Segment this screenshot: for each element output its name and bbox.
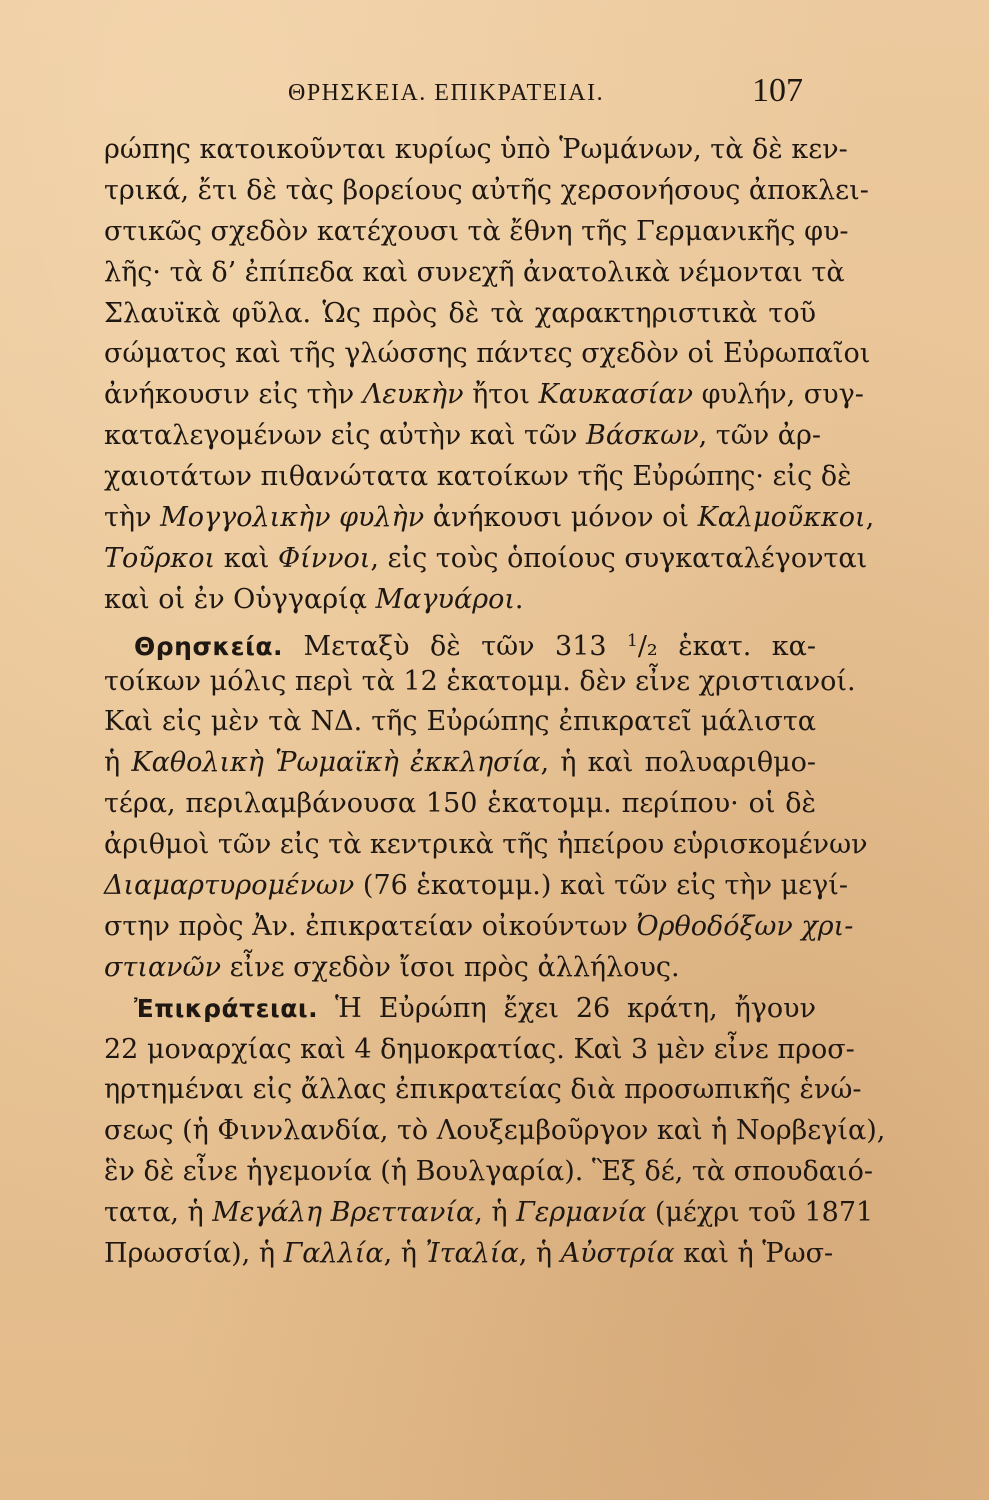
text-line — [104, 130, 848, 171]
text-segment: 22 μοναρχίας καὶ 4 δημοκρατίας. Καὶ 3 μὲν εἶνε προσ- — [104, 1033, 855, 1065]
text-line — [104, 825, 868, 866]
text-line — [104, 498, 875, 539]
text-line — [104, 989, 816, 1030]
text-line — [104, 1030, 855, 1071]
italic-term: στιανῶν — [104, 951, 222, 983]
page-header — [0, 72, 989, 112]
italic-term: Μογγολικὴν φυλὴν — [160, 502, 425, 534]
text-segment: τὴν — [104, 502, 161, 534]
text-line — [104, 702, 816, 743]
text-line — [104, 1152, 873, 1193]
text-segment: Μεταξὺ δὲ τῶν 313 — [283, 630, 627, 662]
text-segment: , ἡ — [474, 1197, 517, 1229]
text-segment: καὶ ἡ Ῥωσ- — [674, 1238, 834, 1270]
text-segment: (76 ἑκατομμ.) καὶ τῶν εἰς τὴν μεγί- — [354, 870, 848, 902]
text-segment: στην πρὸς Ἀν. ἐπικρατείαν οἰκούντων — [104, 910, 637, 942]
text-segment: ἀνήκουσι μόνον οἱ — [424, 502, 698, 534]
text-segment: /₂ ἑκατ. κα- — [637, 630, 816, 662]
section-heading: Ἐπικράτειαι. — [134, 993, 319, 1023]
running-title: ΘΡΗΣΚΕΙΑ. ΕΠΙΚΡΑΤΕΙΑΙ. — [288, 80, 605, 106]
italic-term: Ὀρθοδόξων χρι- — [636, 910, 854, 942]
text-line — [104, 662, 856, 703]
italic-term: Μεγάλη Βρεττανία — [212, 1197, 475, 1229]
text-segment: Ἡ Εὐρώπη ἔχει 26 κράτη, ἤγουν — [318, 992, 816, 1024]
text-segment: ἀνήκουσιν εἰς τὴν — [104, 379, 363, 411]
italic-term: Γαλλία — [283, 1238, 384, 1270]
page-number: 107 — [752, 72, 803, 109]
text-segment: ἤτοι — [463, 379, 539, 411]
text-line — [104, 212, 849, 253]
text-segment: χαιοτάτων πιθανώτατα κατοίκων τῆς Εὐρώπης· εἰς δὲ — [104, 461, 852, 493]
text-line — [104, 743, 816, 784]
italic-term: Μαγυάροι — [375, 583, 515, 615]
text-line — [104, 784, 816, 825]
text-segment: τρικά, ἔτι δὲ τὰς βορείους αὐτῆς χερσονήσους ἀποκλει- — [104, 174, 869, 206]
italic-term: Καθολικὴ Ῥωμαϊκὴ ἐκκλησία — [131, 747, 541, 779]
italic-term: Ἰταλία — [425, 1238, 519, 1270]
text-segment: , εἰς τοὺς ὁποίους συγκαταλέγονται — [370, 542, 868, 574]
text-segment: Σλαυϊκὰ φῦλα. Ὡς πρὸς δὲ τὰ χαρακτηριστικὰ τοῦ — [104, 297, 816, 329]
text-line — [104, 539, 868, 580]
italic-term: Καυκασίαν — [538, 379, 694, 411]
text-line — [104, 621, 816, 662]
text-segment: 1 — [627, 630, 638, 651]
section-heading: Θρησκεία. — [134, 631, 284, 661]
italic-term: Καλμοῦκκοι — [697, 502, 866, 534]
text-segment: , — [865, 502, 875, 534]
text-segment: ἀριθμοὶ τῶν εἰς τὰ κεντρικὰ τῆς ἠπείρου εὑρισκομένων — [104, 829, 868, 861]
text-segment: , τῶν ἀρ- — [698, 420, 821, 452]
text-segment: φυλήν, συγ- — [693, 379, 864, 411]
text-segment: , ἡ — [518, 1238, 561, 1270]
text-line — [104, 171, 869, 212]
text-segment: ἓν δὲ εἶνε ἡγεμονία (ἡ Βουλγαρία). Ἓξ δέ, τὰ σπουδαιό- — [104, 1156, 873, 1188]
body-text — [104, 130, 886, 1275]
text-segment: (μέχρι τοῦ 1871 — [646, 1197, 874, 1229]
italic-term: Γερμανία — [516, 1197, 647, 1229]
italic-term: Διαμαρτυρομένων — [104, 870, 355, 902]
text-segment: τέρα, περιλαμβάνουσα 150 ἑκατομμ. περίπου· οἱ δὲ — [104, 788, 816, 820]
text-segment: , ἡ καὶ πολυαριθμο- — [540, 747, 816, 779]
italic-term: Φίννοι — [277, 542, 371, 574]
text-line — [104, 334, 871, 375]
text-segment: σώματος καὶ τῆς γλώσσης πάντες σχεδὸν οἱ Εὐρωπαῖοι — [104, 338, 871, 370]
text-line — [104, 1193, 874, 1234]
text-segment: εἶνε σχεδὸν ἴσοι πρὸς ἀλλήλους. — [221, 951, 680, 983]
text-segment: Καὶ εἰς μὲν τὰ ΝΔ. τῆς Εὐρώπης ἐπικρατεῖ μάλιστα — [104, 706, 816, 738]
italic-term: Αὐστρία — [560, 1238, 675, 1270]
text-line — [104, 907, 854, 948]
italic-term: Τοῦρκοι — [104, 542, 216, 574]
text-line — [104, 948, 816, 989]
text-segment: ἡ — [104, 747, 132, 779]
text-line — [104, 580, 816, 621]
text-segment: καὶ — [215, 542, 278, 574]
italic-term: Λευκὴν — [362, 379, 464, 411]
text-segment: τοίκων μόλις περὶ τὰ 12 ἑκατομμ. δὲν εἶνε χριστιανοί. — [104, 665, 856, 697]
text-segment: . — [514, 583, 524, 615]
text-line — [104, 1234, 834, 1275]
text-segment: καταλεγομένων εἰς αὐτὴν καὶ τῶν — [104, 420, 586, 452]
text-line — [104, 1111, 886, 1152]
text-segment: καὶ οἱ ἐν Οὑγγαρίᾳ — [104, 583, 376, 615]
text-line — [104, 294, 816, 335]
text-segment: τατα, ἡ — [104, 1197, 213, 1229]
text-segment: στικῶς σχεδὸν κατέχουσι τὰ ἔθνη τῆς Γερμανικῆς φυ- — [104, 215, 849, 247]
text-line — [104, 416, 821, 457]
text-line — [104, 866, 848, 907]
text-segment: ηρτημέναι εἰς ἄλλας ἐπικρατείας διὰ προσωπικῆς ἑνώ- — [104, 1074, 862, 1106]
text-segment: , ἡ — [383, 1238, 426, 1270]
italic-term: Βάσκων — [586, 420, 699, 452]
text-line — [104, 253, 845, 294]
text-segment: σεως (ἡ Φιννλανδία, τὸ Λουξεμβοῦργον καὶ ἡ Νορβεγία), — [104, 1115, 886, 1147]
text-segment: ρώπης κατοικοῦνται κυρίως ὑπὸ Ῥωμάνων, τὰ δὲ κεν- — [104, 134, 848, 165]
text-line — [104, 1070, 862, 1111]
text-segment: Πρωσσία), ἡ — [104, 1238, 284, 1270]
text-segment: λῆς· τὰ δ’ ἐπίπεδα καὶ συνεχῆ ἀνατολικὰ νέμονται τὰ — [104, 256, 845, 288]
text-line — [104, 375, 864, 416]
text-line — [104, 457, 852, 498]
